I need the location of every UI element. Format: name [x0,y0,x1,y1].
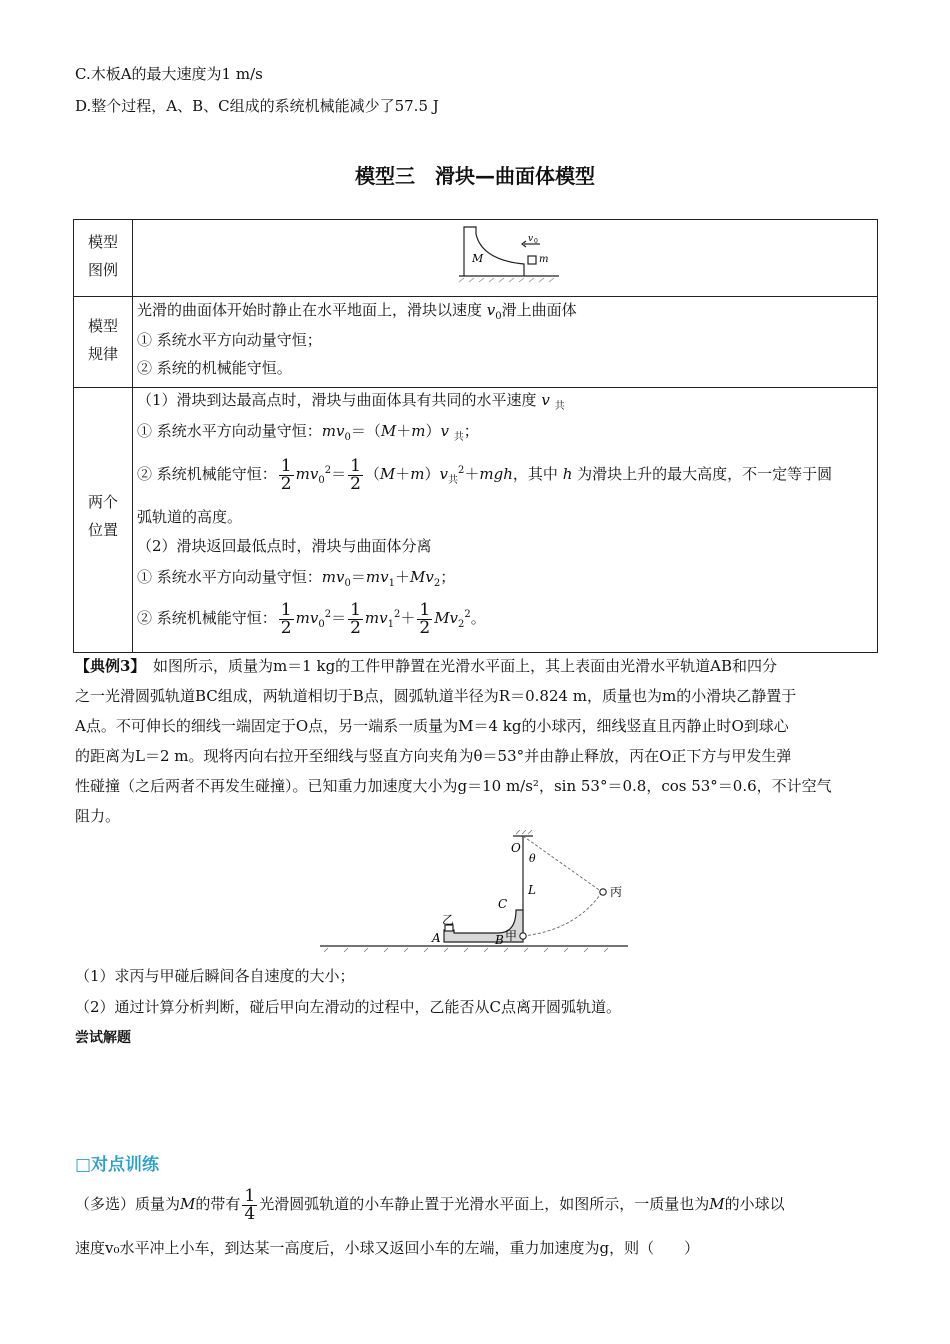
svg-text:甲: 甲 [505,929,518,943]
svg-text:B: B [495,933,504,947]
label-v0-sub: 0 [534,238,538,245]
question-2: （2）通过计算分析判断，碰后甲向左滑动的过程中，乙能否从C点离开圆弧轨道。 [75,998,622,1016]
label-v0: v [528,234,534,244]
model-table [73,219,878,653]
pos1-note: 弧轨道的高度。 [137,508,243,526]
svg-text:C: C [498,897,508,911]
pos1-energy: ② 系统机械能守恒： $\frac{1}{2}$ $mv_0^2=$ $\frac{1}{2}$ $(M+m)v_共^2+mgh$，其中 h 为滑块上升的最大高度，不一定等于圆 [137,455,833,494]
pendulum-track-figure [318,830,638,952]
example-line-2: 之一光滑圆弧轨道BC组成，两轨道相切于B点，圆弧轨道半径为R＝0.824 m，质量也为m的小滑块乙静置于 [75,687,797,705]
row-head-rule: 模型 规律 [87,317,118,363]
label-m: m [539,254,549,265]
svg-text:L: L [528,883,536,897]
attempt-label: 尝试解题 [75,1030,131,1046]
example-line-4: 的距离为L＝2 m。现将丙向右拉开至细线与竖直方向夹角为θ＝53°并由静止释放，丙在O正下方与甲发生弹 [75,747,792,765]
pos2-head: （2）滑块返回最低点时，滑块与曲面体分离 [137,537,432,555]
pos2-momentum: ① 系统水平方向动量守恒：$mv_0=mv_1+Mv_2$； [137,568,456,589]
rule-intro: 光滑的曲面体开始时静止在水平地面上，滑块以速度 $v_0$滑上曲面体 [137,301,577,322]
pos1-momentum: ① 系统水平方向动量守恒：$mv_0=(M+m)v$ $_共$； [137,422,479,443]
label-M: M [472,252,484,265]
example-line-3: A点。不可伸长的细线一端固定于O点，另一端系一质量为M＝4 kg的小球丙，细线竖直且丙静止时O到球心 [75,717,789,735]
svg-text:丙: 丙 [610,885,623,899]
training-line-1: （多选）质量为M的带有 $\frac{1}{4}$ 光滑圆弧轨道的小车静止置于光滑水平面上，如图所示，一质量也为M的小球以 [75,1185,785,1224]
pos2-energy: ② 系统机械能守恒： $\frac{1}{2}$ $mv_0^2=$ $\frac{1}{2}$ $mv_1^2+$ $\frac{1}{2}$ $Mv_2^2$。 [137,599,486,638]
row-head-positions: 两个 位置 [87,493,118,539]
rule-line-1: ① 系统水平方向动量守恒； [137,331,322,349]
option-c: C.木板A的最大速度为1 m/s [75,65,263,83]
svg-text:乙: 乙 [442,913,455,927]
svg-text:O: O [511,841,521,855]
training-heading: □对点训练 [75,1155,160,1175]
example-line-1: 【典例3】 如图所示，质量为m＝1 kg的工件甲静置在光滑水平面上，其上表面由光滑水平轨道AB和四分 [75,657,778,675]
training-line-2: 速度v₀水平冲上小车，到达某一高度后，小球又返回小车的左端，重力加速度为g，则（ ） [75,1239,700,1257]
svg-text:A: A [432,931,441,945]
example-line-5: 性碰撞（之后两者不再发生碰撞）。已知重力加速度大小为g＝10 m/s²，sin 53°＝0.8，cos 53°＝0.6，不计空气 [75,777,832,795]
row-head-figure: 模型 图例 [87,233,118,279]
slider-curved-body-figure [454,224,564,286]
rule-line-2: ② 系统的机械能守恒。 [137,359,292,377]
question-1: （1）求丙与甲碰后瞬间各自速度的大小； [75,967,355,985]
section-title: 模型三 滑块—曲面体模型 [355,164,595,188]
pos1-head: （1）滑块到达最高点时，滑块与曲面体具有共同的水平速度 v $_共$ [137,391,565,412]
example-line-6: 阻力。 [75,807,121,825]
svg-text:θ: θ [529,852,536,865]
option-d: D.整个过程，A、B、C组成的系统机械能减少了57.5 J [75,97,439,115]
